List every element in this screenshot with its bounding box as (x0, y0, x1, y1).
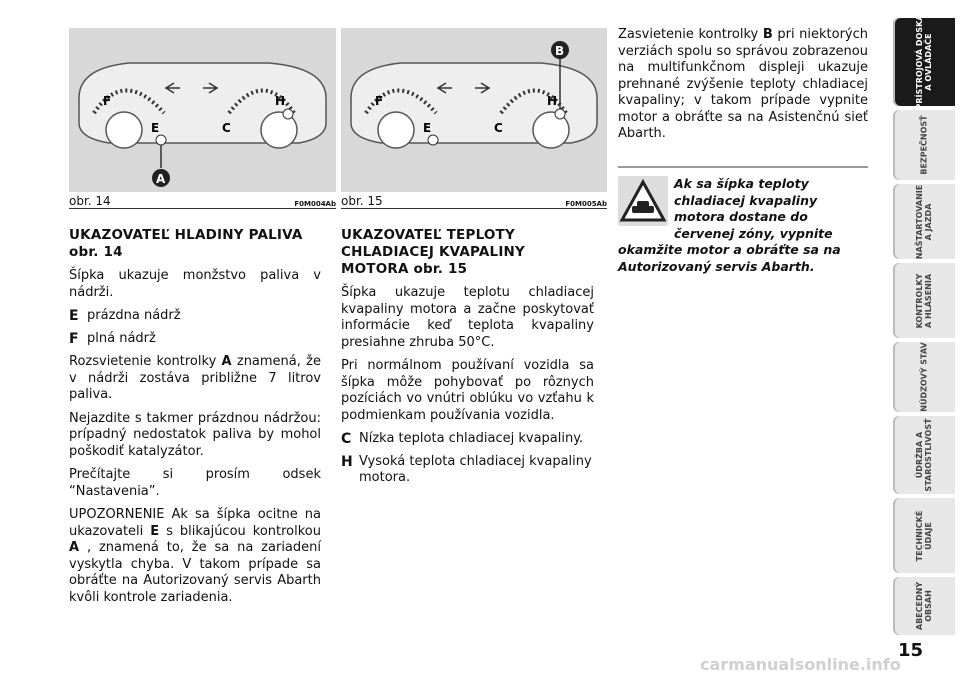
temp-hot-mark: H (275, 94, 286, 108)
coolant-legend (341, 431, 594, 487)
fuel-gauge-intro: Šípka ukazuje monžstvo paliva v nádrži. (69, 268, 321, 300)
legend-text: Nízka teplota chladiacej kvapaliny. (359, 431, 584, 446)
fuel-gauge-legend (69, 308, 321, 347)
figure-15-caption: obr. 15 (341, 194, 383, 208)
coolant-warning-text: Ak sa šípka teploty chladiacej kvapaliny motora dostane do červenej zóny, vypnite okamžite motor a obráťte sa na Autorizovaný servis Abarth. (618, 176, 841, 274)
legend-term: H (341, 453, 353, 470)
fuel-empty-mark: E (423, 121, 432, 135)
legend-item (69, 308, 321, 325)
figure-15-image (341, 28, 607, 192)
fuel-warning-paragraph: UPOZORNENIE Ak sa šípka ocitne na ukazovateli E s blikajúcou kontrolkou A , znamená to, že sa na zariadení vyskytla chyba. V takom prípade sa obráťte na Autorizovaný servis Abarth kvôli kontrole zariadenia. (69, 507, 321, 605)
figure-14-caption-row (69, 192, 336, 209)
settings-reference: Prečítajte si prosím odsek “Nastavenia”. (69, 467, 321, 499)
figure-15-code: F0M005Ab (565, 200, 607, 208)
legend-item (69, 331, 321, 348)
tab-maintenance[interactable]: ÚDRŽBA A STAROSTLIVOSŤ (893, 416, 955, 494)
temp-cold-mark: C (222, 121, 231, 135)
legend-item (341, 431, 594, 448)
temp-hot-mark: H (547, 94, 558, 108)
legend-term: F (69, 330, 79, 347)
figure-14-caption: obr. 14 (69, 194, 111, 208)
warning-divider (618, 166, 868, 168)
figure-14-code: F0M004Ab (294, 200, 336, 208)
tab-technical-data[interactable]: TECHNICKÉ ÚDAJE (893, 498, 955, 573)
warning-light-b-paragraph: Zasvietenie kontrolky B pri niektorých verziách spolu so správou zobrazenou na multifunkčnom displeji ukazuje prehnané zvýšenie teploty chladiacej kvapaliny; v takom prípade vypnite motor a obráťte sa na Asistenčnú sieť Abarth. (618, 27, 868, 141)
fuel-gauge-heading: UKAZOVATEĽ HLADINY PALIVA obr. 14 (69, 227, 303, 260)
callout-b-label: B (555, 44, 565, 58)
fuel-empty-mark: E (151, 121, 160, 135)
legend-term: C (341, 431, 352, 447)
tab-dashboard-controls[interactable]: PRÍSTROJOVÁ DOSKA A OVLÁDAČE (893, 18, 955, 106)
tab-emergency[interactable]: NÚDZOVÝ STAV (893, 342, 955, 412)
legend-term: E (69, 308, 79, 324)
column-warning-light-b (618, 27, 868, 150)
watermark: carmanualsonline.info (700, 655, 901, 674)
legend-text: Vysoká teplota chladiacej kvapaliny motora. (359, 453, 592, 485)
coolant-intro: Šípka ukazuje teplotu chladiacej kvapaliny motora a začne poskytovať informácie keď teplota kvapaliny presiahne zhruba 50°C. (341, 285, 594, 350)
page-number: 15 (898, 640, 924, 661)
legend-text: plná nádrž (87, 330, 156, 346)
tab-starting-driving[interactable]: NAŠTARTOVANIE A JAZDA (893, 184, 955, 259)
legend-item (341, 454, 594, 487)
coolant-gauge-heading: UKAZOVATEĽ TEPLOTY CHLADIACEJ KVAPALINY MOTORA obr. 15 (341, 227, 526, 277)
coolant-warning-note (618, 176, 868, 275)
fuel-full-mark: F (103, 94, 112, 108)
figure-14-image (69, 28, 336, 192)
column-fuel-gauge (69, 227, 321, 613)
tab-safety[interactable]: BEZPEČNOSŤ (893, 110, 955, 180)
chapter-sidebar (893, 0, 960, 677)
tab-index[interactable]: ABECEDNÝ OBSAH (893, 577, 955, 635)
temp-cold-mark: C (494, 121, 503, 135)
empty-tank-paragraph: Nejazdite s takmer prázdnou nádržou: prípadný nedostatok paliva by mohol poškodiť katalyzátor. (69, 410, 321, 459)
tab-warning-lights[interactable]: KONTROLKY A HLÁSENIA (893, 263, 955, 338)
callout-a-label: A (156, 172, 166, 186)
warning-light-a-paragraph: Rozsvietenie kontrolky A znamená, že v nádrži zostáva približne 7 litrov paliva. (69, 354, 321, 402)
coolant-normal-use: Pri normálnom používaní vozidla sa šípka môže pohybovať po rôznych pozíciách vo vnútri oblúku vo vzťahu k podmienkam používania vozidla. (341, 358, 594, 423)
fuel-full-mark: F (375, 94, 384, 108)
column-coolant-gauge (341, 227, 594, 494)
legend-text: prázdna nádrž (87, 308, 181, 323)
figure-15-caption-row (341, 192, 607, 209)
